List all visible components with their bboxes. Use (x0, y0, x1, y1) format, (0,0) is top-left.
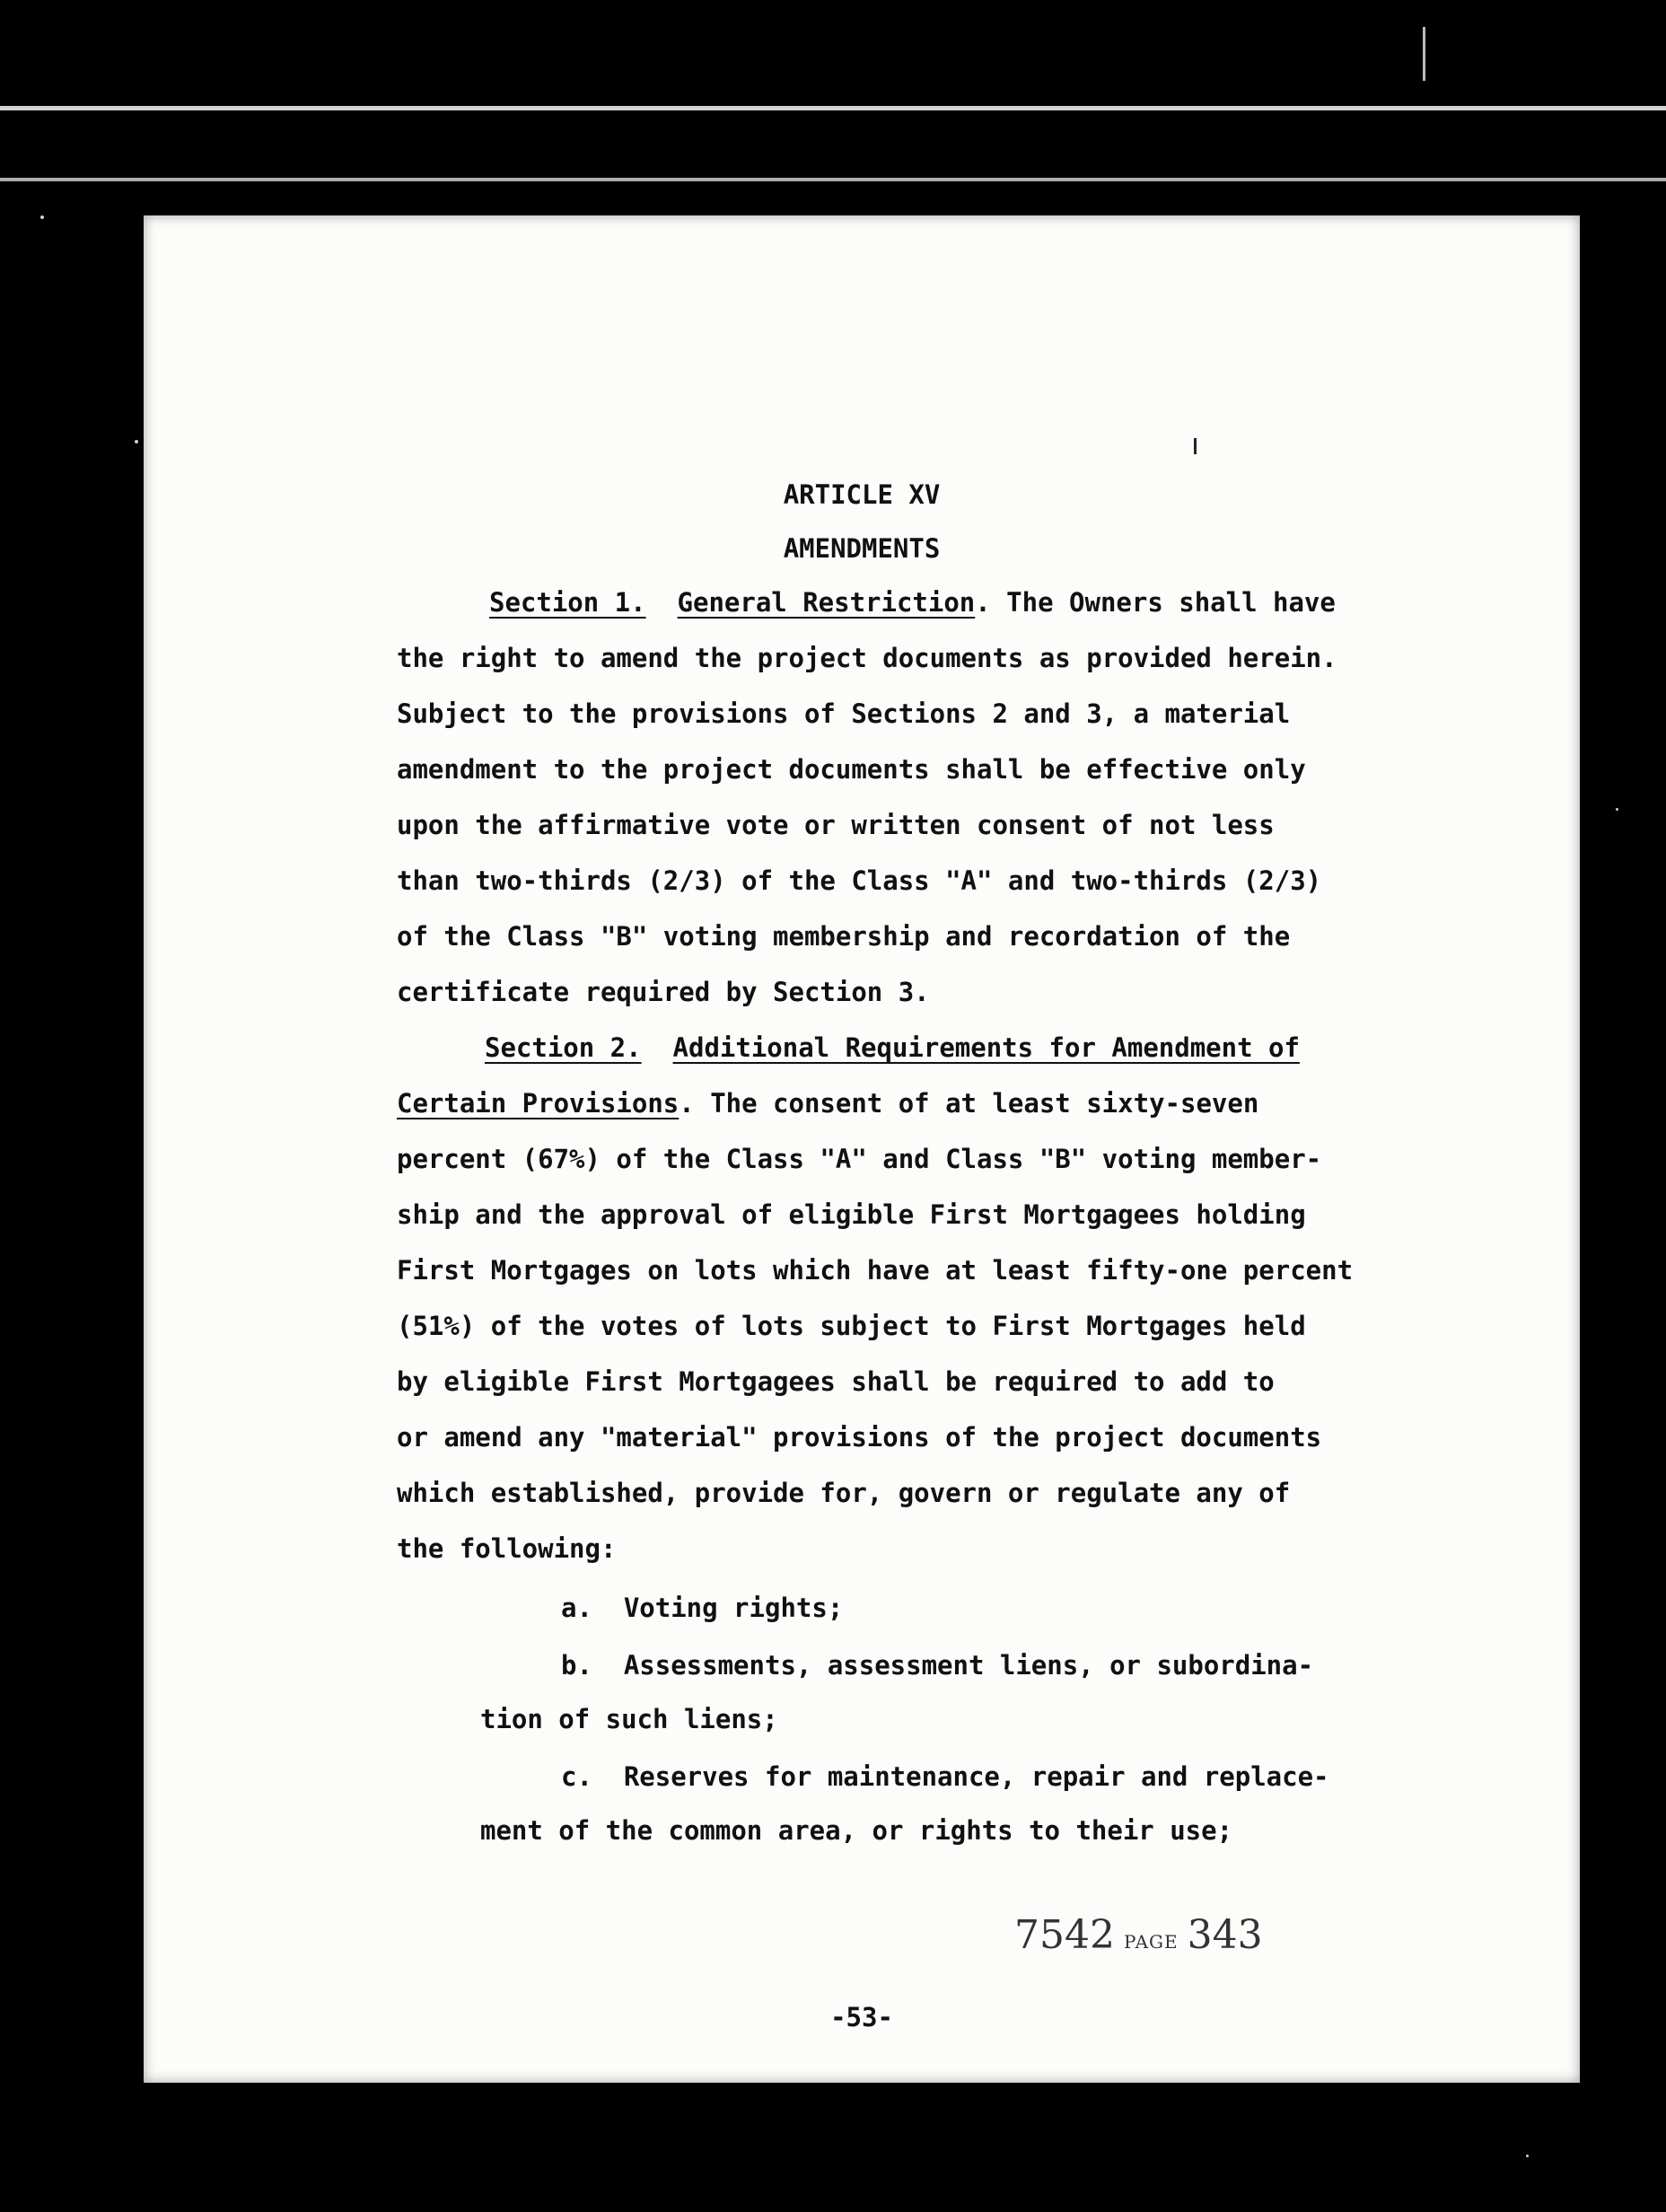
section2-intro: . The consent of at least sixty-seven (679, 1088, 1259, 1119)
scan-artifact-speck (1616, 808, 1618, 811)
ink-mark (1194, 438, 1197, 454)
body-line: than two-thirds (2/3) of the Class "A" and two-thirds (2/3) (397, 865, 1322, 896)
list-marker: b. (561, 1650, 592, 1681)
scan-artifact-speck (135, 440, 138, 443)
section2-label: Section 2. (485, 1032, 642, 1063)
body-line: First Mortgages on lots which have at least fifty-one percent (397, 1255, 1354, 1286)
scan-artifact-line (0, 178, 1666, 181)
list-item (561, 1749, 1329, 1804)
section2-first-line (485, 1020, 1300, 1075)
recording-stamp (1014, 1912, 1263, 1958)
section2-heading-cont: Certain Provisions (397, 1088, 680, 1119)
article-subtitle: AMENDMENTS (783, 533, 941, 564)
list-item (561, 1580, 843, 1636)
body-line: the right to amend the project documents as provided herein. (397, 643, 1337, 673)
list-item-continuation: tion of such liens; (480, 1704, 778, 1734)
body-line: ship and the approval of eligible First Mortgagees holding (397, 1199, 1306, 1230)
section1-label: Section 1. (489, 587, 646, 618)
list-marker: a. (561, 1593, 592, 1623)
list-item-continuation: ment of the common area, or rights to their use; (480, 1815, 1233, 1846)
stamp-page-word: PAGE (1123, 1931, 1179, 1953)
section1-first-line (489, 575, 1336, 630)
body-line: or amend any "material" provisions of the project documents (397, 1422, 1322, 1453)
scan-artifact-speck (1526, 2155, 1529, 2157)
body-line: certificate required by Section 3. (397, 977, 930, 1007)
section1-intro: . The Owners shall have (975, 587, 1336, 618)
body-line: by eligible First Mortgagees shall be required to add to (397, 1366, 1275, 1397)
list-item-text: Assessments, assessment liens, or subordina- (623, 1650, 1314, 1681)
stamp-book-number: 7542 (1014, 1912, 1115, 1958)
section2-heading: Additional Requirements for Amendment of (672, 1032, 1300, 1063)
list-item-text: Voting rights; (623, 1593, 844, 1623)
document-page (144, 215, 1580, 2083)
body-line: percent (67%) of the Class "A" and Class "B" voting member- (397, 1144, 1322, 1174)
list-item-text: Reserves for maintenance, repair and replace- (623, 1761, 1329, 1792)
body-line: which established, provide for, govern or regulate any of (397, 1478, 1291, 1508)
stamp-page-number: 343 (1187, 1912, 1263, 1958)
page-number: -53- (830, 2002, 893, 2032)
body-line: amendment to the project documents shall be effective only (397, 754, 1306, 785)
body-line: of the Class "B" voting membership and recordation of the (397, 921, 1291, 952)
scan-artifact-speck (40, 215, 44, 219)
scan-artifact-speck (1423, 27, 1425, 81)
body-line: (51%) of the votes of lots subject to First Mortgages held (397, 1311, 1306, 1341)
body-line: Subject to the provisions of Sections 2 and 3, a material (397, 698, 1291, 729)
scan-artifact-line (0, 106, 1666, 110)
section2-second-line (397, 1075, 1258, 1131)
article-title: ARTICLE XV (783, 479, 941, 510)
section1-heading: General Restriction (677, 587, 976, 618)
body-line: upon the affirmative vote or written consent of not less (397, 810, 1275, 840)
list-item (561, 1637, 1313, 1693)
body-line: the following: (397, 1533, 617, 1564)
list-marker: c. (561, 1761, 592, 1792)
